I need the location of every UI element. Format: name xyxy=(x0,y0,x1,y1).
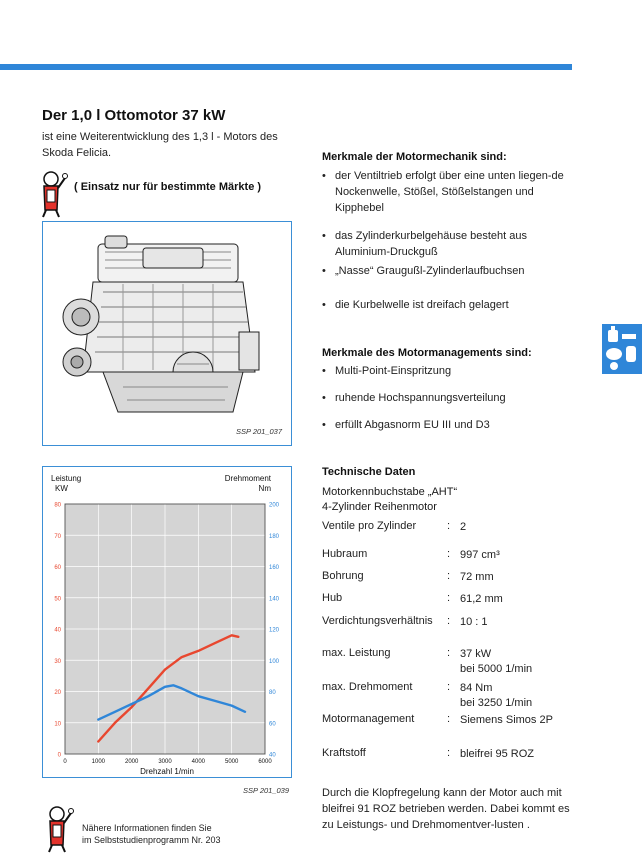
x-tick-label: 6000 xyxy=(258,759,272,765)
left-tick-label: 0 xyxy=(57,752,61,759)
right-tick-label: 100 xyxy=(269,658,280,665)
right-tick-label: 140 xyxy=(269,596,280,603)
left-tick-label: 20 xyxy=(54,690,61,696)
management-item: • Multi-Point-Einspritzung xyxy=(322,365,452,377)
chart-canvas xyxy=(43,467,291,777)
mechanics-item: • das Zylinderkurbelgehäuse besteht aus Aluminium-Druckguß xyxy=(322,230,528,258)
management-item: • ruhende Hochspannungsverteilung xyxy=(322,392,506,404)
right-tick-label: 180 xyxy=(269,533,280,540)
tech-colon: : xyxy=(447,615,451,627)
mechanics-item: • die Kurbelwelle ist dreifach gelagert xyxy=(322,299,509,311)
right-axis-unit: Nm xyxy=(258,484,271,493)
page-title: Der 1,0 l Ottomotor 37 kW xyxy=(42,107,226,124)
page-subtitle: ist eine Weiterentwicklung des 1,3 l - Motors des Skoda Felicia. xyxy=(42,131,278,159)
left-tick-label: 30 xyxy=(54,658,61,665)
tech-label: Ventile pro Zylinder xyxy=(322,520,417,532)
tech-value: 84 Nm bei 3250 1/min xyxy=(460,682,533,709)
management-heading: Merkmale des Motormanagements sind: xyxy=(322,347,532,359)
footnote-line-2: im Selbststudienprogramm Nr. 203 xyxy=(82,835,221,845)
mechanics-item: • „Nasse“ Graugußl-Zylinderlaufbuchsen xyxy=(322,265,525,277)
right-tick-label: 40 xyxy=(269,752,276,759)
footnote xyxy=(82,822,221,846)
x-tick-label: 4000 xyxy=(191,759,206,765)
x-tick-label: 5000 xyxy=(224,759,239,765)
tech-colon: : xyxy=(447,592,451,604)
tech-heading: Technische Daten xyxy=(322,466,416,478)
tech-value: 72 mm xyxy=(460,571,494,583)
tech-colon: : xyxy=(447,548,451,560)
market-note: ( Einsatz nur für bestimmte Märkte ) xyxy=(74,181,262,193)
tech-colon: : xyxy=(447,520,451,532)
tech-value: 2 xyxy=(460,521,467,533)
x-tick-label: 2000 xyxy=(124,759,139,765)
tech-label: max. Leistung xyxy=(322,647,391,659)
right-tick-label: 120 xyxy=(269,627,280,634)
tech-colon: : xyxy=(447,570,451,582)
tech-label: Kraftstoff xyxy=(322,747,366,759)
tech-colon: : xyxy=(447,647,451,659)
tech-value: bleifrei 95 ROZ xyxy=(460,748,534,760)
closing-paragraph: Durch die Klopfregelung kann der Motor auch mit bleifrei 91 ROZ betrieben werden. Dabei kommt es zu Leistungs- und Drehmomentver-lusten . xyxy=(322,787,570,831)
engine-figure-caption: SSP 201_037 xyxy=(236,427,283,436)
engine-figure xyxy=(42,221,292,446)
tech-value: 997 cm³ xyxy=(460,549,500,561)
tech-value: Siemens Simos 2P xyxy=(460,714,553,726)
mascot-hint-icon xyxy=(34,170,68,218)
tech-colon: : xyxy=(447,747,451,759)
engine-drawing xyxy=(43,222,291,445)
mascot-info-icon xyxy=(40,805,74,853)
tech-engine-code: Motorkennbuchstabe „AHT“ xyxy=(322,486,458,498)
left-axis-unit: KW xyxy=(55,484,68,493)
mechanics-item: • der Ventiltrieb erfolgt über eine unten liegen-de Nockenwelle, Stößel, Stößelstangen und Kipphebel xyxy=(322,170,564,214)
right-axis-title: Drehmoment xyxy=(224,474,271,483)
left-tick-label: 80 xyxy=(54,502,61,509)
x-axis-label: Drehzahl 1/min xyxy=(140,767,194,776)
right-tick-label: 160 xyxy=(269,565,280,571)
footnote-line-1: Nähere Informationen finden Sie xyxy=(82,823,212,833)
tech-engine-type: 4-Zylinder Reihenmotor xyxy=(322,501,437,513)
left-tick-label: 60 xyxy=(54,565,61,571)
left-axis-title: Leistung xyxy=(51,474,82,483)
right-tick-label: 80 xyxy=(269,690,276,696)
tech-value: 10 : 1 xyxy=(460,616,488,628)
engine-parts-icon xyxy=(602,324,642,374)
right-tick-label: 200 xyxy=(269,502,280,509)
x-tick-label: 3000 xyxy=(158,759,172,765)
x-tick-label: 0 xyxy=(63,759,67,765)
tech-value: 37 kW bei 5000 1/min xyxy=(460,648,533,675)
left-tick-label: 50 xyxy=(54,596,61,603)
left-tick-label: 10 xyxy=(54,721,61,728)
left-tick-label: 70 xyxy=(54,533,61,540)
chart-caption: SSP 201_039 xyxy=(243,786,290,795)
tech-colon: : xyxy=(447,713,451,725)
chapter-tab[interactable] xyxy=(602,324,642,374)
tech-colon: : xyxy=(447,681,451,693)
management-item: • erfüllt Abgasnorm EU III und D3 xyxy=(322,419,490,431)
tech-label: max. Drehmoment xyxy=(322,681,413,693)
right-tick-label: 60 xyxy=(269,721,276,728)
tech-label: Hub xyxy=(322,592,343,604)
tech-label: Hubraum xyxy=(322,548,368,560)
tech-label: Bohrung xyxy=(322,570,364,582)
tech-label: Verdichtungsverhältnis xyxy=(322,615,433,627)
x-tick-label: 1000 xyxy=(91,759,106,765)
mechanics-heading: Merkmale der Motormechanik sind: xyxy=(322,151,507,163)
performance-chart xyxy=(42,466,292,778)
tech-label: Motormanagement xyxy=(322,713,415,725)
tech-value: 61,2 mm xyxy=(460,593,503,605)
left-tick-label: 40 xyxy=(54,627,61,634)
top-accent-bar xyxy=(0,64,572,70)
